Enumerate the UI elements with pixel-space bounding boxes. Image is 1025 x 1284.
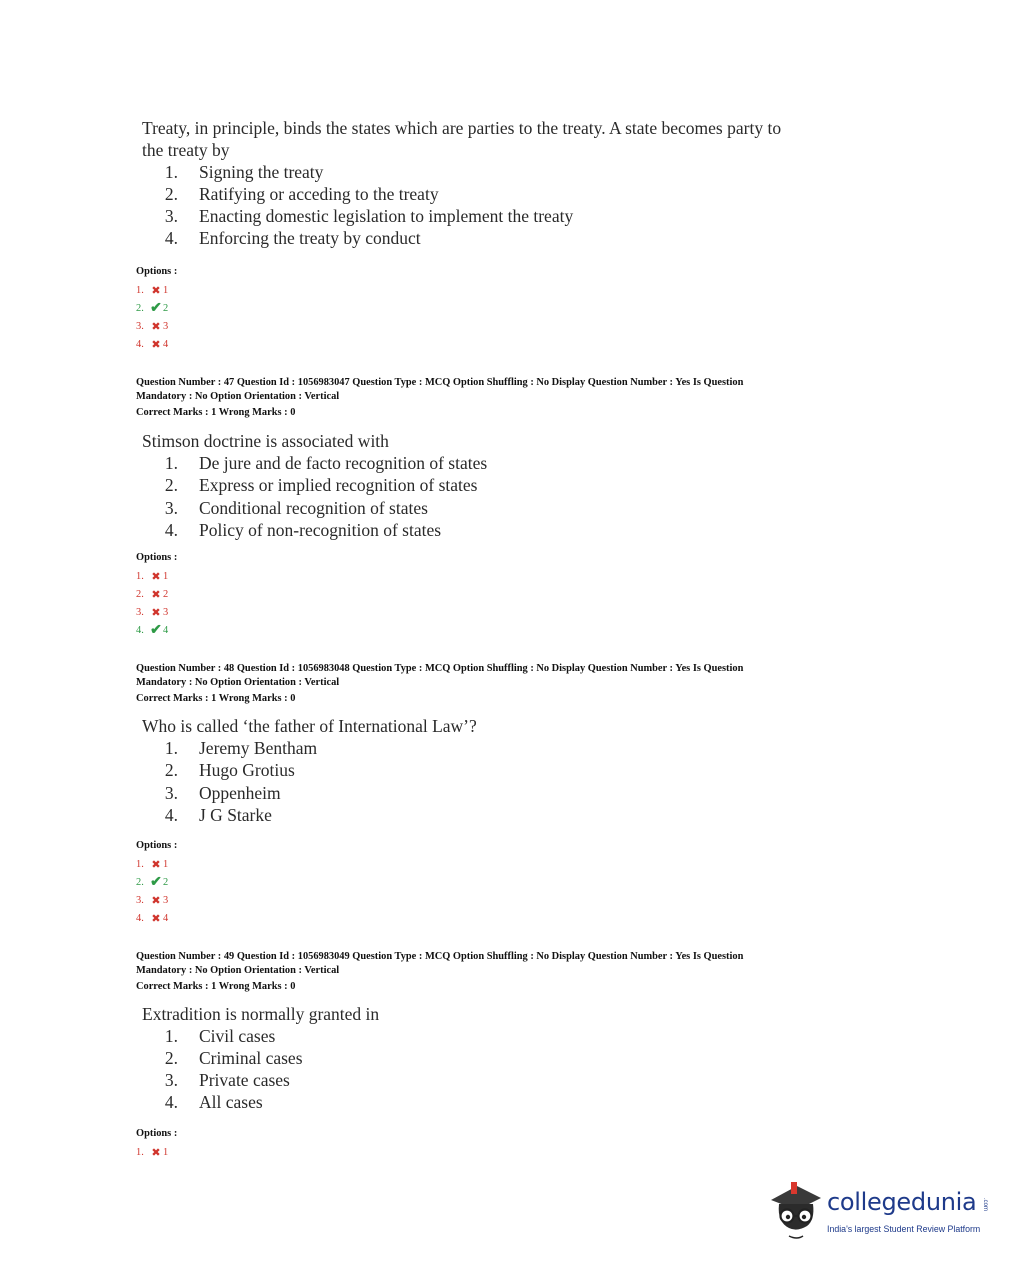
check-icon: ✔ <box>150 875 162 890</box>
answer-choice: 2. Ratifying or acceding to the treaty <box>164 184 439 204</box>
question-meta-48: Question Number : 48 Question Id : 1056983048 Question Type : MCQ Option Shuffling : No Display Question Number : Yes Is Question Mandatory : No Option Orientation : Vertical Correct Marks : 1 Wrong Marks : 0 <box>136 663 744 704</box>
question-stem-line: Stimson doctrine is associated with <box>142 431 389 451</box>
options-title: Options : <box>136 552 178 563</box>
option-row-wrong: 3. ✖ 3 <box>136 604 177 622</box>
cross-icon: ✖ <box>151 285 161 297</box>
options-block-49 <box>136 1127 177 1162</box>
cross-icon: ✖ <box>151 571 161 583</box>
option-row-wrong: 1. ✖ 1 <box>136 1144 177 1162</box>
option-row-wrong: 4. ✖ 4 <box>136 910 177 928</box>
option-row-correct: 4. ✔ 4 <box>136 623 169 638</box>
cross-icon: ✖ <box>151 607 161 619</box>
answer-choice: 2. Express or implied recognition of states <box>164 475 478 496</box>
question-stem-line: Extradition is normally granted in <box>142 1004 380 1024</box>
answer-choice: 3. Oppenheim <box>164 782 281 803</box>
option-row-wrong: 2. ✖ 2 <box>136 586 177 604</box>
answer-choice: 1. De jure and de facto recognition of states <box>164 453 488 473</box>
cross-icon: ✖ <box>151 339 161 351</box>
answer-choice: 1. Civil cases <box>164 1026 276 1046</box>
options-block-46 <box>136 265 177 354</box>
answer-choice: 1. Signing the treaty <box>164 162 324 182</box>
brand-name: collegedunia <box>827 1188 977 1216</box>
options-block-47 <box>136 551 177 640</box>
check-icon: ✔ <box>150 301 162 316</box>
option-row-wrong: 3. ✖ 3 <box>136 892 177 910</box>
mascot-logo-icon <box>767 1178 825 1244</box>
cross-icon: ✖ <box>151 589 161 601</box>
question-stem-line: the treaty by <box>142 140 230 160</box>
brand-domain: .com <box>982 1198 988 1212</box>
answer-choice: 1. Jeremy Bentham <box>164 738 318 758</box>
cross-icon: ✖ <box>151 913 161 925</box>
cross-icon: ✖ <box>151 895 161 907</box>
answer-choice: 3. Enacting domestic legislation to implement the treaty <box>164 206 574 226</box>
question-meta-49: Question Number : 49 Question Id : 1056983049 Question Type : MCQ Option Shuffling : No Display Question Number : Yes Is Question Mandatory : No Option Orientation : Vertical Correct Marks : 1 Wrong Marks : 0 <box>136 951 744 992</box>
cross-icon: ✖ <box>151 1147 161 1159</box>
answer-choice: 4. All cases <box>164 1092 263 1112</box>
question-46 <box>142 117 882 249</box>
option-row-wrong: 3. ✖ 3 <box>136 318 177 336</box>
options-title: Options : <box>136 266 178 277</box>
answer-choice: 3. Conditional recognition of states <box>164 497 428 518</box>
collegedunia-logo <box>765 1176 995 1246</box>
option-row-wrong: 1. ✖ 1 <box>136 282 177 300</box>
answer-choice: 4. Enforcing the treaty by conduct <box>164 228 421 248</box>
answer-choices <box>142 737 882 826</box>
answer-choice: 3. Private cases <box>164 1070 290 1090</box>
question-49 <box>142 1003 882 1113</box>
question-48 <box>142 715 882 826</box>
brand-tagline: India's largest Student Review Platform <box>827 1224 981 1234</box>
options-title: Options : <box>136 840 178 851</box>
answer-choice: 2. Criminal cases <box>164 1048 303 1068</box>
cross-icon: ✖ <box>151 859 161 871</box>
answer-choices <box>142 452 882 541</box>
option-row-wrong: 1. ✖ 1 <box>136 856 177 874</box>
options-title: Options : <box>136 1128 178 1139</box>
option-row-wrong: 4. ✖ 4 <box>136 336 177 354</box>
options-block-48 <box>136 839 177 928</box>
question-meta-47: Question Number : 47 Question Id : 1056983047 Question Type : MCQ Option Shuffling : No Display Question Number : Yes Is Question Mandatory : No Option Orientation : Vertical Correct Marks : 1 Wrong Marks : 0 <box>136 377 744 418</box>
question-stem-line: Who is called ‘the father of International Law’? <box>142 716 477 736</box>
answer-choices <box>142 161 882 249</box>
answer-choice: 4. Policy of non-recognition of states <box>164 519 442 540</box>
option-row-correct: 2. ✔ 2 <box>136 875 169 890</box>
option-row-correct: 2. ✔ 2 <box>136 301 169 316</box>
cross-icon: ✖ <box>151 321 161 333</box>
answer-choice: 4. J G Starke <box>164 804 272 825</box>
answer-choices <box>142 1025 882 1113</box>
option-row-wrong: 1. ✖ 1 <box>136 568 177 586</box>
question-47 <box>142 430 882 541</box>
question-stem-line: Treaty, in principle, binds the states which are parties to the treaty. A state becomes party to <box>142 118 782 138</box>
answer-choice: 2. Hugo Grotius <box>164 760 295 781</box>
check-icon: ✔ <box>150 623 162 638</box>
